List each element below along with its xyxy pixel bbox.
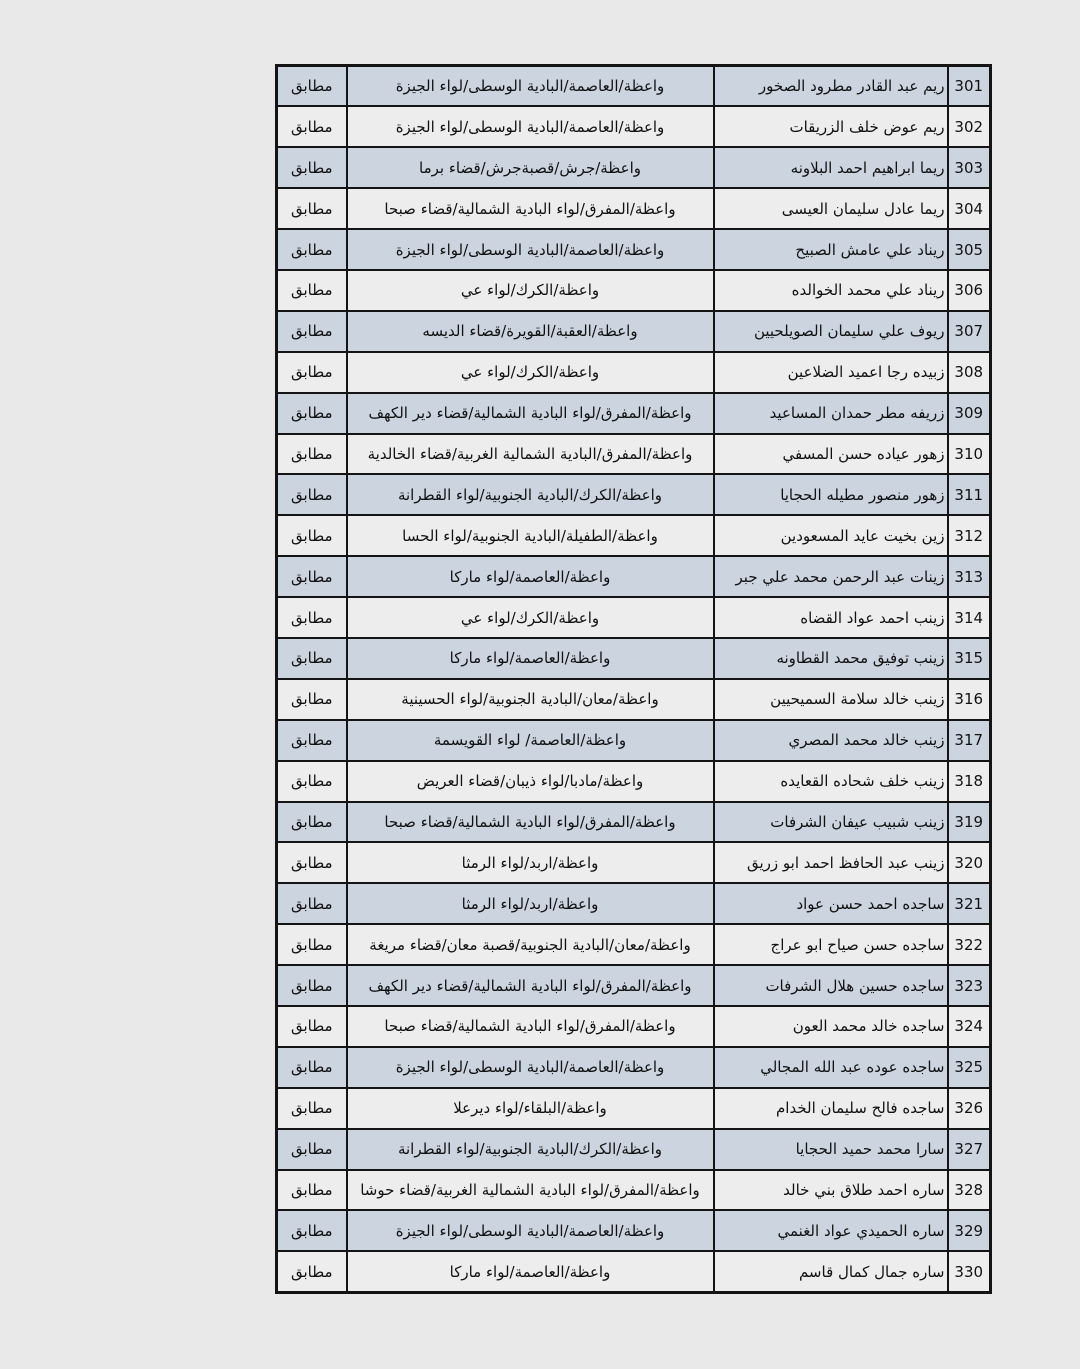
row-department-cell (347, 802, 714, 843)
row-department-cell (347, 66, 714, 107)
row-name-cell (714, 352, 948, 393)
row-department: واعظة/العاصمة/البادية الوسطى/لواء الجيزة (395, 117, 665, 136)
row-number-cell (948, 147, 991, 188)
row-number-cell (948, 1129, 991, 1170)
row-number-cell (948, 106, 991, 147)
row-department-cell (347, 188, 714, 229)
table-row (277, 188, 991, 229)
row-number: 320 (954, 853, 984, 872)
row-name: ريناد علي عامش الصبيح (795, 240, 945, 259)
row-status: مطابق (290, 976, 333, 995)
table-row (277, 1210, 991, 1251)
row-department-cell (347, 883, 714, 924)
row-number-cell (948, 883, 991, 924)
table-row (277, 842, 991, 883)
row-department-cell (347, 352, 714, 393)
row-status-cell (277, 352, 347, 393)
row-name: ريما عادل سليمان العيسى (781, 199, 945, 218)
row-number-cell (948, 270, 991, 311)
row-status: مطابق (290, 1221, 333, 1240)
row-name-cell (714, 434, 948, 475)
row-department-cell (347, 147, 714, 188)
row-number: 328 (954, 1180, 984, 1199)
row-status-cell (277, 434, 347, 475)
table-row (277, 393, 991, 434)
row-name-cell (714, 106, 948, 147)
row-number: 330 (954, 1262, 984, 1281)
row-name: زينب احمد عواد القضاه (800, 608, 945, 627)
row-name-cell (714, 842, 948, 883)
row-number-cell (948, 761, 991, 802)
row-status: مطابق (290, 1262, 333, 1281)
row-status-cell (277, 474, 347, 515)
row-status: مطابق (290, 158, 333, 177)
row-department: واعظة/الكرك/لواء عي (460, 363, 600, 382)
row-department-cell (347, 229, 714, 270)
row-name: زهور منصور مطيله الحجايا (780, 485, 945, 504)
row-department-cell (347, 106, 714, 147)
row-department: واعظة/العاصمة/البادية الوسطى/لواء الجيزة (395, 1221, 665, 1240)
row-name-cell (714, 147, 948, 188)
row-department-cell (347, 1088, 714, 1129)
row-name-cell (714, 720, 948, 761)
row-status-cell (277, 556, 347, 597)
row-name: ساره جمال كمال قاسم (798, 1262, 945, 1281)
row-number: 323 (954, 976, 984, 995)
row-number: 324 (954, 1017, 984, 1036)
table-row (277, 434, 991, 475)
row-department: واعظة/العاصمة/لواء ماركا (449, 649, 611, 668)
row-number-cell (948, 842, 991, 883)
roster-table (275, 64, 992, 1294)
row-status-cell (277, 147, 347, 188)
row-number: 317 (954, 731, 984, 750)
row-department-cell (347, 679, 714, 720)
table-row (277, 1170, 991, 1211)
table-row (277, 720, 991, 761)
row-department-cell (347, 720, 714, 761)
row-name-cell (714, 883, 948, 924)
row-department: واعظة/اربد/لواء الرمثا (461, 853, 599, 872)
row-department-cell (347, 270, 714, 311)
row-department: واعظة/العاصمة/ لواء القويسمة (433, 731, 627, 750)
row-number: 311 (954, 485, 984, 504)
table-row (277, 1129, 991, 1170)
table-row (277, 1088, 991, 1129)
row-number: 307 (954, 322, 984, 341)
table-row (277, 66, 991, 107)
row-number: 305 (954, 240, 984, 259)
row-name-cell (714, 1170, 948, 1211)
row-name-cell (714, 597, 948, 638)
row-department-cell (347, 556, 714, 597)
row-name-cell (714, 1129, 948, 1170)
row-number-cell (948, 556, 991, 597)
row-department: واعظة/العاصمة/البادية الوسطى/لواء الجيزة (395, 77, 665, 96)
row-status: مطابق (290, 363, 333, 382)
row-name: زينب خلف شحاده القعايده (780, 772, 945, 791)
row-name: ريم عبد القادر مطرود الصخور (758, 77, 945, 96)
row-name-cell (714, 474, 948, 515)
row-status-cell (277, 1129, 347, 1170)
row-name-cell (714, 679, 948, 720)
row-status-cell (277, 393, 347, 434)
table-row (277, 1251, 991, 1292)
row-name: ساره احمد طلاق بني خالد (783, 1180, 945, 1199)
row-status: مطابق (290, 1058, 333, 1077)
row-number-cell (948, 229, 991, 270)
row-name-cell (714, 802, 948, 843)
row-status-cell (277, 1170, 347, 1211)
row-department: واعظة/العاصمة/لواء ماركا (449, 567, 611, 586)
row-department-cell (347, 1129, 714, 1170)
row-department: واعظة/المفرق/لواء البادية الشمالية/قضاء صبحا (384, 1017, 676, 1036)
row-department: واعظة/الكرك/البادية الجنوبية/لواء القطرانة (397, 485, 663, 504)
roster-table-body (277, 66, 991, 1293)
row-name: زبيده رجا اعميد الضلاعين (787, 363, 945, 382)
row-status-cell (277, 1006, 347, 1047)
table-row (277, 1006, 991, 1047)
row-number-cell (948, 679, 991, 720)
row-name-cell (714, 761, 948, 802)
row-name: ريما ابراهيم احمد البلاونه (790, 158, 945, 177)
row-name: ساجده احمد حسن عواد (796, 894, 945, 913)
row-number: 327 (954, 1140, 984, 1159)
row-department-cell (347, 1170, 714, 1211)
row-department-cell (347, 434, 714, 475)
row-department-cell (347, 1006, 714, 1047)
row-department: واعظة/الكرك/البادية الجنوبية/لواء القطرانة (397, 1140, 663, 1159)
row-department: واعظة/جرش/قصبةجرش/قضاء برما (419, 158, 641, 177)
row-status: مطابق (290, 1140, 333, 1159)
row-status: مطابق (290, 772, 333, 791)
row-status: مطابق (290, 444, 333, 463)
row-status: مطابق (290, 1099, 333, 1118)
row-name: ساجده حسن صياح ابو عراج (770, 935, 945, 954)
row-department-cell (347, 474, 714, 515)
table-row (277, 965, 991, 1006)
row-number: 329 (954, 1221, 984, 1240)
row-name: ريناد علي محمد الخوالده (791, 281, 945, 300)
row-department: واعظة/المفرق/البادية الشمالية الغربية/قضاء الخالدية (367, 444, 693, 463)
row-number-cell (948, 802, 991, 843)
row-number-cell (948, 720, 991, 761)
row-number: 312 (954, 526, 984, 545)
row-number-cell (948, 597, 991, 638)
row-status-cell (277, 761, 347, 802)
table-row (277, 597, 991, 638)
row-number: 301 (954, 77, 984, 96)
row-department: واعظة/الكرك/لواء عي (460, 281, 600, 300)
row-status: مطابق (290, 240, 333, 259)
row-number: 304 (954, 199, 984, 218)
row-status: مطابق (290, 1017, 333, 1036)
row-name: زريفه مطر حمدان المساعيد (769, 404, 945, 423)
row-name-cell (714, 393, 948, 434)
row-number-cell (948, 352, 991, 393)
row-status-cell (277, 1210, 347, 1251)
row-status-cell (277, 1251, 347, 1292)
row-department-cell (347, 515, 714, 556)
row-status-cell (277, 1088, 347, 1129)
table-row (277, 352, 991, 393)
row-name-cell (714, 638, 948, 679)
table-row (277, 802, 991, 843)
row-number: 313 (954, 567, 984, 586)
row-status-cell (277, 965, 347, 1006)
row-department: واعظة/العاصمة/البادية الوسطى/لواء الجيزة (395, 1058, 665, 1077)
row-department-cell (347, 393, 714, 434)
row-number: 308 (954, 363, 984, 382)
row-name-cell (714, 66, 948, 107)
row-department-cell (347, 965, 714, 1006)
row-name: زينات عبد الرحمن محمد علي جبر (735, 567, 945, 586)
row-number-cell (948, 188, 991, 229)
row-status-cell (277, 679, 347, 720)
row-department-cell (347, 1251, 714, 1292)
row-name: زينب خالد محمد المصري (788, 731, 945, 750)
row-name: زينب شبيب عيفان الشرفات (770, 812, 945, 831)
row-department-cell (347, 1210, 714, 1251)
row-number: 322 (954, 935, 984, 954)
row-status-cell (277, 720, 347, 761)
table-row (277, 311, 991, 352)
row-name: زهور عياده حسن المسفي (782, 444, 945, 463)
row-number: 303 (954, 158, 984, 177)
row-number-cell (948, 1170, 991, 1211)
row-status: مطابق (290, 853, 333, 872)
row-number-cell (948, 515, 991, 556)
row-number-cell (948, 965, 991, 1006)
row-name-cell (714, 188, 948, 229)
row-status: مطابق (290, 812, 333, 831)
row-department-cell (347, 842, 714, 883)
row-number: 302 (954, 117, 984, 136)
row-status: مطابق (290, 322, 333, 341)
row-status: مطابق (290, 894, 333, 913)
row-name: ساجده حسين هلال الشرفات (765, 976, 945, 995)
row-number: 306 (954, 281, 984, 300)
table-row (277, 1047, 991, 1088)
row-name-cell (714, 556, 948, 597)
row-status-cell (277, 1047, 347, 1088)
row-number-cell (948, 311, 991, 352)
row-status-cell (277, 597, 347, 638)
row-number-cell (948, 924, 991, 965)
row-name: زينب توفيق محمد القطاونه (776, 649, 945, 668)
row-status: مطابق (290, 526, 333, 545)
row-department: واعظة/البلقاء/لواء ديرعلا (453, 1099, 607, 1118)
row-status: مطابق (290, 1180, 333, 1199)
table-row (277, 924, 991, 965)
row-number-cell (948, 1006, 991, 1047)
row-department: واعظة/مادبا/لواء ذيبان/قضاء العريض (416, 772, 644, 791)
row-number: 315 (954, 649, 984, 668)
row-department: واعظة/المفرق/لواء البادية الشمالية الغربية/قضاء حوشا (360, 1180, 700, 1199)
row-status-cell (277, 229, 347, 270)
row-number-cell (948, 66, 991, 107)
table-row (277, 147, 991, 188)
row-name: ساره الحميدي عواد الغنمي (777, 1221, 945, 1240)
row-status-cell (277, 638, 347, 679)
table-row (277, 106, 991, 147)
row-name-cell (714, 965, 948, 1006)
row-number: 326 (954, 1099, 984, 1118)
row-number-cell (948, 1251, 991, 1292)
row-department: واعظة/العاصمة/البادية الوسطى/لواء الجيزة (395, 240, 665, 259)
row-number: 319 (954, 812, 984, 831)
row-department: واعظة/المفرق/لواء البادية الشمالية/قضاء دير الكهف (368, 404, 692, 423)
row-status-cell (277, 311, 347, 352)
row-status: مطابق (290, 281, 333, 300)
row-name: سارا محمد حميد الحجايا (795, 1140, 945, 1159)
row-status-cell (277, 515, 347, 556)
row-number-cell (948, 638, 991, 679)
row-number-cell (948, 1210, 991, 1251)
row-status-cell (277, 802, 347, 843)
row-name: ساجده عوده عبد الله المجالي (760, 1058, 945, 1077)
row-department: واعظة/معان/البادية الجنوبية/قصبة معان/قضاء مريغة (369, 935, 691, 954)
row-department: واعظة/الكرك/لواء عي (460, 608, 600, 627)
row-number: 321 (954, 894, 984, 913)
row-name-cell (714, 1210, 948, 1251)
row-department-cell (347, 597, 714, 638)
table-row (277, 556, 991, 597)
row-number-cell (948, 474, 991, 515)
row-name-cell (714, 1251, 948, 1292)
row-number: 325 (954, 1058, 984, 1077)
row-name: زينب خالد سلامة السميحيين (770, 690, 945, 709)
table-row (277, 270, 991, 311)
row-department-cell (347, 638, 714, 679)
row-status: مطابق (290, 117, 333, 136)
row-status: مطابق (290, 567, 333, 586)
table-row (277, 761, 991, 802)
row-status-cell (277, 883, 347, 924)
row-name-cell (714, 270, 948, 311)
row-name: ساجده خالد محمد العون (792, 1017, 945, 1036)
row-number: 310 (954, 444, 984, 463)
row-name-cell (714, 311, 948, 352)
row-department: واعظة/معان/البادية الجنوبية/لواء الحسينية (401, 690, 659, 709)
row-name: زين بخيت عايد المسعودين (780, 526, 945, 545)
row-status: مطابق (290, 485, 333, 504)
table-row (277, 229, 991, 270)
row-department: واعظة/المفرق/لواء البادية الشمالية/قضاء صبحا (384, 199, 676, 218)
row-name: ريم عوض خلف الزريقات (789, 117, 945, 136)
row-name-cell (714, 1006, 948, 1047)
row-status: مطابق (290, 77, 333, 96)
row-department: واعظة/العاصمة/لواء ماركا (449, 1262, 611, 1281)
row-number: 314 (954, 608, 984, 627)
row-department: واعظة/اربد/لواء الرمثا (461, 894, 599, 913)
row-department: واعظة/العقبة/القويرة/قضاء الديسه (422, 322, 638, 341)
row-status: مطابق (290, 199, 333, 218)
row-number: 318 (954, 772, 984, 791)
row-name-cell (714, 1047, 948, 1088)
row-number-cell (948, 1047, 991, 1088)
row-number: 316 (954, 690, 984, 709)
row-number: 309 (954, 404, 984, 423)
row-number-cell (948, 434, 991, 475)
table-row (277, 515, 991, 556)
row-name-cell (714, 1088, 948, 1129)
row-department: واعظة/المفرق/لواء البادية الشمالية/قضاء دير الكهف (368, 976, 692, 995)
row-number-cell (948, 1088, 991, 1129)
row-status: مطابق (290, 404, 333, 423)
row-name: ريوف علي سليمان الصويلحيين (753, 322, 945, 341)
row-status-cell (277, 924, 347, 965)
row-status: مطابق (290, 935, 333, 954)
row-department-cell (347, 924, 714, 965)
row-status-cell (277, 842, 347, 883)
row-number-cell (948, 393, 991, 434)
row-department-cell (347, 1047, 714, 1088)
row-status: مطابق (290, 608, 333, 627)
row-status: مطابق (290, 649, 333, 668)
row-name: زينب عبد الحافظ احمد ابو زريق (746, 853, 945, 872)
row-status-cell (277, 270, 347, 311)
row-department-cell (347, 311, 714, 352)
row-status: مطابق (290, 690, 333, 709)
table-row (277, 883, 991, 924)
table-row (277, 638, 991, 679)
row-status-cell (277, 66, 347, 107)
row-department: واعظة/المفرق/لواء البادية الشمالية/قضاء صبحا (384, 812, 676, 831)
table-row (277, 679, 991, 720)
row-status-cell (277, 106, 347, 147)
row-status: مطابق (290, 731, 333, 750)
row-name-cell (714, 229, 948, 270)
row-name-cell (714, 515, 948, 556)
row-department-cell (347, 761, 714, 802)
row-name-cell (714, 924, 948, 965)
row-status-cell (277, 188, 347, 229)
row-department: واعظة/الطفيلة/البادية الجنوبية/لواء الحسا (402, 526, 658, 545)
row-name: ساجده فالح سليمان الخدام (775, 1099, 945, 1118)
table-row (277, 474, 991, 515)
